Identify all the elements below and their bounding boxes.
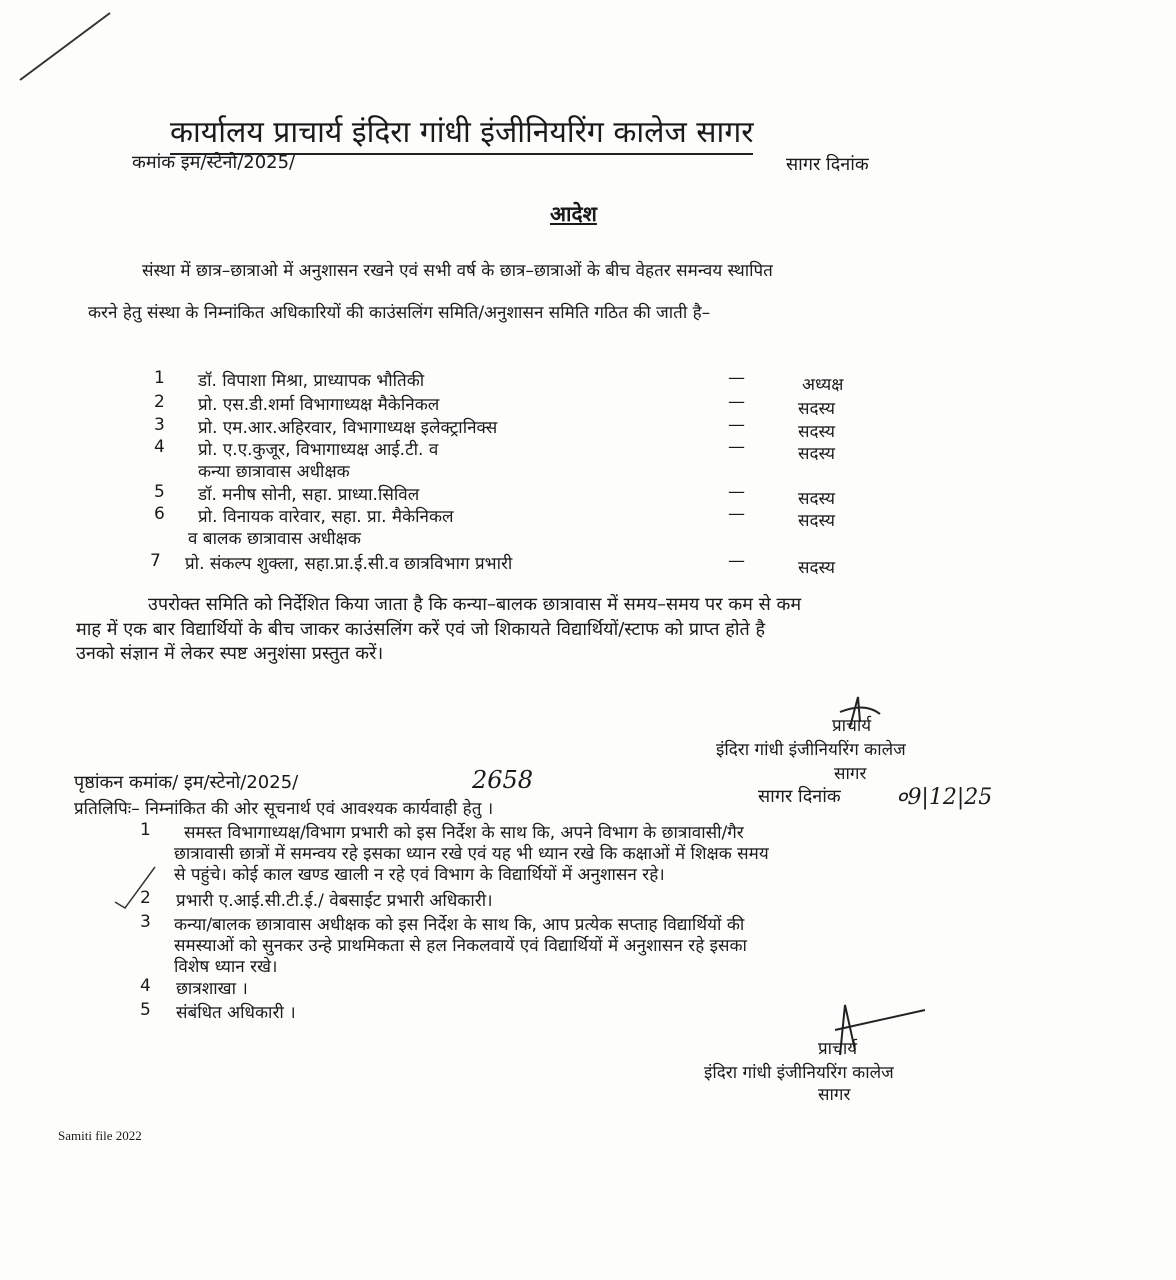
- member-role: सदस्य: [798, 422, 835, 442]
- member-name: प्रो. एस.डी.शर्मा विभागाध्यक्ष मैकेनिकल: [198, 395, 440, 415]
- member-name: कन्या छात्रावास अधीक्षक: [198, 462, 350, 482]
- copy-item-text: समस्त विभागाध्यक्ष/विभाग प्रभारी को इस निर्देश के साथ कि, अपने विभाग के छात्रावासी/गैर: [184, 823, 744, 843]
- member-name: प्रो. विनायक वारेवार, सहा. प्रा. मैकेनिकल: [198, 507, 454, 527]
- reference-number: कमांक इम/स्टेनो/2025/: [132, 152, 296, 173]
- member-name: व बालक छात्रावास अधीक्षक: [188, 529, 361, 549]
- member-number: 2: [154, 392, 165, 412]
- member-number: 3: [154, 415, 165, 435]
- member-number: 5: [154, 482, 165, 502]
- place-date: सागर दिनांक: [786, 154, 869, 175]
- copy-item-number: 1: [140, 820, 151, 840]
- signature-college: इंदिरा गांधी इंजीनियरिंग कालेज: [704, 1063, 894, 1083]
- member-name: प्रो. संकल्प शुक्ला, सहा.प्रा.ई.सी.व छात्रविभाग प्रभारी: [185, 554, 513, 574]
- handwritten-date: ०9|12|25: [896, 785, 993, 810]
- pen-stroke-mark: [15, 5, 115, 85]
- member-dash: —: [728, 437, 745, 457]
- member-name: प्रो. ए.ए.कुजूर, विभागाध्यक्ष आई.टी. व: [198, 440, 439, 460]
- member-number: 4: [154, 437, 165, 457]
- directive-line: उपरोक्त समिति को निर्देशित किया जाता है कि कन्या–बालक छात्रावास में समय–समय पर कम से कम: [148, 594, 802, 615]
- handwritten-dispatch-number: 2658: [472, 766, 534, 794]
- copy-item-text: समस्याओं को सुनकर उन्हे प्राथमिकता से हल निकलवायें एवं विद्यार्थियों में अनुशासन रहे इसका: [174, 936, 747, 956]
- member-dash: —: [728, 368, 745, 388]
- intro-line: करने हेतु संस्था के निम्नांकित अधिकारियों की काउंसलिंग समिति/अनुशासन समिति गठित की जाती है–: [88, 303, 711, 323]
- member-number: 6: [154, 504, 165, 524]
- member-dash: —: [728, 392, 745, 412]
- signature-designation: प्राचार्य: [818, 1039, 858, 1059]
- signature-designation: प्राचार्य: [832, 716, 872, 736]
- office-title: कार्यालय प्राचार्य इंदिरा गांधी इंजीनियरिंग कालेज सागर: [170, 110, 753, 155]
- member-role: सदस्य: [798, 444, 835, 464]
- intro-line: संस्था में छात्र–छात्राओ में अनुशासन रखने एवं सभी वर्ष के छात्र–छात्राओं के बीच वेहतर समन्वय स्थापित: [142, 261, 773, 281]
- directive-line: उनको संज्ञान में लेकर स्पष्ट अनुशंसा प्रस्तुत करें।: [76, 643, 384, 664]
- signature-city: सागर: [818, 1085, 851, 1105]
- directive-line: माह में एक बार विद्यार्थियों के बीच जाकर काउंसलिंग करें एवं जो शिकायते विद्यार्थियों/स्टाफ को प्राप्त होते है: [76, 619, 766, 640]
- member-role: सदस्य: [798, 558, 835, 578]
- member-name: डॉ. मनीष सोनी, सहा. प्राध्या.सिविल: [198, 485, 420, 505]
- copy-item-number: 4: [140, 976, 151, 996]
- member-dash: —: [728, 551, 745, 571]
- member-dash: —: [728, 482, 745, 502]
- file-note: Samiti file 2022: [58, 1128, 142, 1143]
- signature-college: इंदिरा गांधी इंजीनियरिंग कालेज: [716, 740, 906, 760]
- order-heading: आदेश: [550, 202, 597, 226]
- copy-item-text: छात्रावासी छात्रों में समन्वय रहे इसका ध्यान रखे एवं यह भी ध्यान रखे कि कक्षाओं में शिक्षक समय: [174, 844, 769, 864]
- copy-item-text: विशेष ध्यान रखे।: [174, 957, 278, 977]
- copy-item-text: छात्रशाखा ।: [176, 979, 248, 999]
- member-role: सदस्य: [798, 489, 835, 509]
- member-number: 7: [150, 551, 161, 571]
- copy-item-text: प्रभारी ए.आई.सी.टी.ई./ वेबसाईट प्रभारी अधिकारी।: [176, 891, 493, 911]
- member-role: सदस्य: [798, 511, 835, 531]
- signature-city: सागर: [834, 764, 867, 784]
- copy-item-text: से पहुंचे। कोई काल खण्ड खाली न रहे एवं विभाग के विद्यार्थियों में अनुशासन रहे।: [174, 865, 665, 885]
- member-role: सदस्य: [798, 399, 835, 419]
- member-role: अध्यक्ष: [802, 375, 844, 395]
- tick-mark: [110, 862, 160, 912]
- member-name: प्रो. एम.आर.अहिरवार, विभागाध्यक्ष इलेक्ट्रानिक्स: [198, 418, 498, 438]
- endorsement-date-label: सागर दिनांक: [758, 786, 841, 807]
- member-name: डॉ. विपाशा मिश्रा, प्राध्यापक भौतिकी: [198, 371, 425, 391]
- member-dash: —: [728, 504, 745, 524]
- copy-to-line: प्रतिलिपिः– निम्नांकित की ओर सूचनार्थ एवं आवश्यक कार्यवाही हेतु ।: [74, 799, 494, 819]
- copy-item-text: संबंधित अधिकारी ।: [176, 1003, 296, 1023]
- copy-item-number: 2: [140, 888, 151, 908]
- copy-item-number: 3: [140, 912, 151, 932]
- member-dash: —: [728, 415, 745, 435]
- member-number: 1: [154, 368, 165, 388]
- endorsement-reference: पृष्ठांकन कमांक/ इम/स्टेनो/2025/: [74, 772, 299, 793]
- copy-item-text: कन्या/बालक छात्रावास अधीक्षक को इस निर्देश के साथ कि, आप प्रत्येक सप्ताह विद्यार्थियों की: [174, 915, 745, 935]
- copy-item-number: 5: [140, 1000, 151, 1020]
